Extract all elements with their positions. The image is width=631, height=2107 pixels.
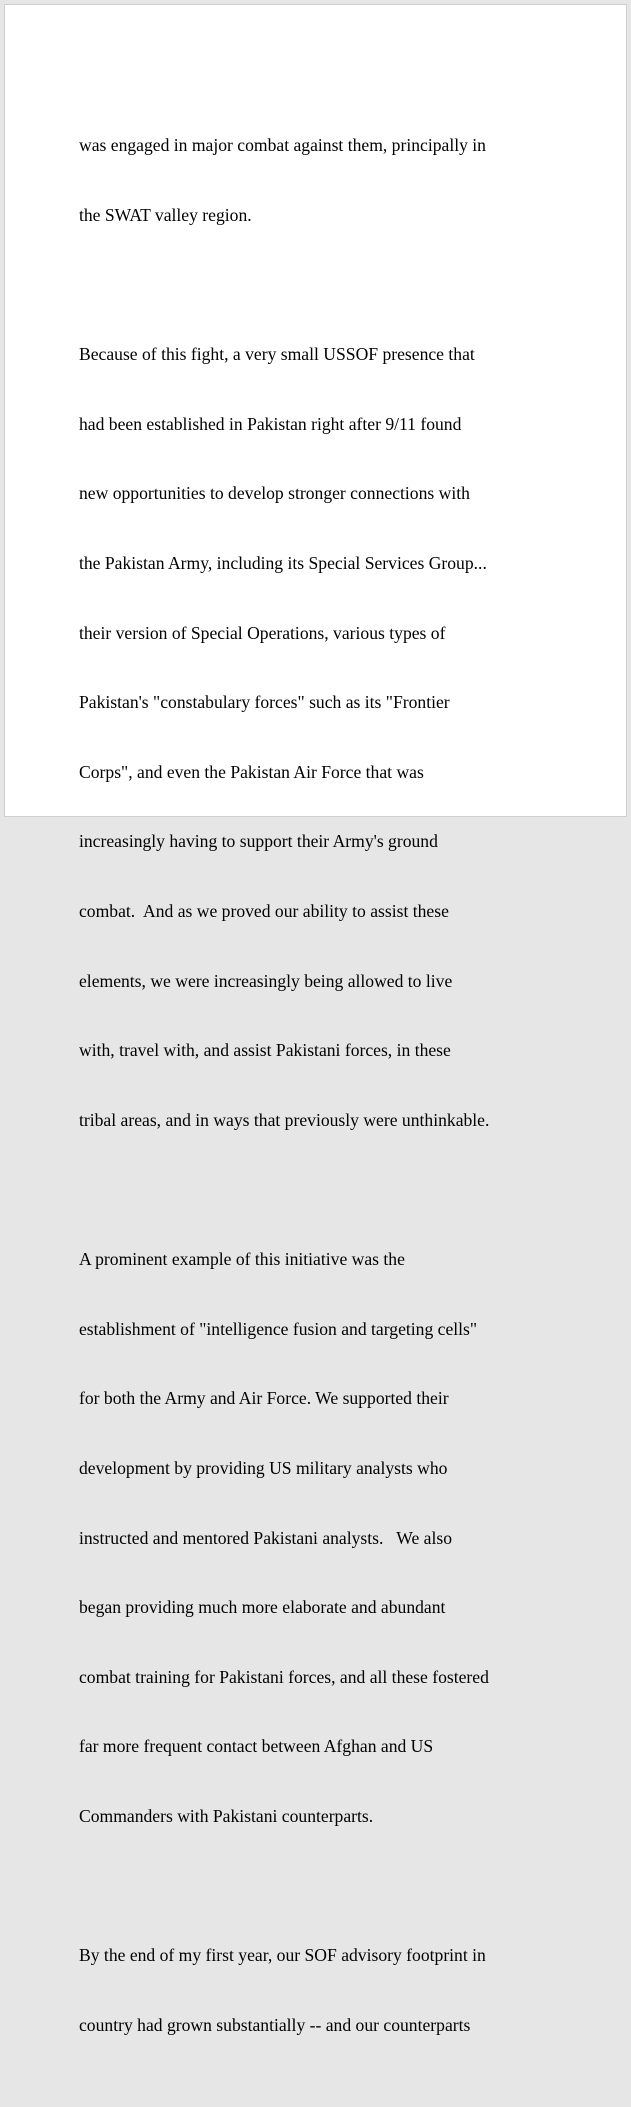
text-line: the SWAT valley region. — [79, 205, 252, 226]
document-page — [4, 4, 627, 2035]
text-line: far more frequent contact between Afghan and US — [79, 1736, 434, 1757]
document-body — [79, 88, 569, 2107]
text-line: instructed and mentored Pakistani analysts. We also — [79, 1527, 453, 1548]
text-line: By the end of my first year, our SOF advisory footprint in — [79, 1945, 486, 1966]
text-line: increasingly having to support their Army's ground — [79, 831, 438, 852]
text-line: Because of this fight, a very small USSOF presence that — [79, 344, 475, 365]
text-line: elements, we were increasingly being allowed to live — [79, 970, 453, 991]
text-line: Commanders with Pakistani counterparts. — [79, 1806, 374, 1826]
text-line: for both the Army and Air Force. We supported their — [79, 1388, 449, 1409]
paragraph-3 — [79, 1202, 569, 1875]
text-line: the Pakistan Army, including its Special Services Group... — [79, 553, 487, 574]
text-line: was engaged in major combat against them, principally in — [79, 135, 486, 156]
text-line: Corps", and even the Pakistan Air Force that was — [79, 761, 424, 782]
text-line: began providing much more elaborate and abundant — [79, 1597, 446, 1618]
text-line: their version of Special Operations, various types of — [79, 622, 446, 643]
text-line: had been established in Pakistan right after 9/11 found — [79, 413, 462, 434]
text-line: A prominent example of this initiative was the — [79, 1249, 405, 1270]
text-line: Pakistan's "constabulary forces" such as its "Frontier — [79, 692, 450, 713]
text-line: tribal areas, and in ways that previously were unthinkable. — [79, 1109, 490, 1130]
paragraph-4 — [79, 1898, 569, 2084]
text-line: combat. And as we proved our ability to assist these — [79, 901, 449, 922]
text-line: establishment of "intelligence fusion and targeting cells" — [79, 1318, 478, 1339]
text-line: development by providing US military analysts who — [79, 1457, 448, 1478]
text-line: new opportunities to develop stronger connections with — [79, 483, 470, 504]
text-line: country had grown substantially -- and our counterparts — [79, 2014, 471, 2035]
text-line: combat training for Pakistani forces, and all these fostered — [79, 1666, 489, 1687]
paragraph-1 — [79, 88, 569, 274]
paragraph-2 — [79, 297, 569, 1179]
text-line: with, travel with, and assist Pakistani forces, in these — [79, 1040, 451, 1061]
